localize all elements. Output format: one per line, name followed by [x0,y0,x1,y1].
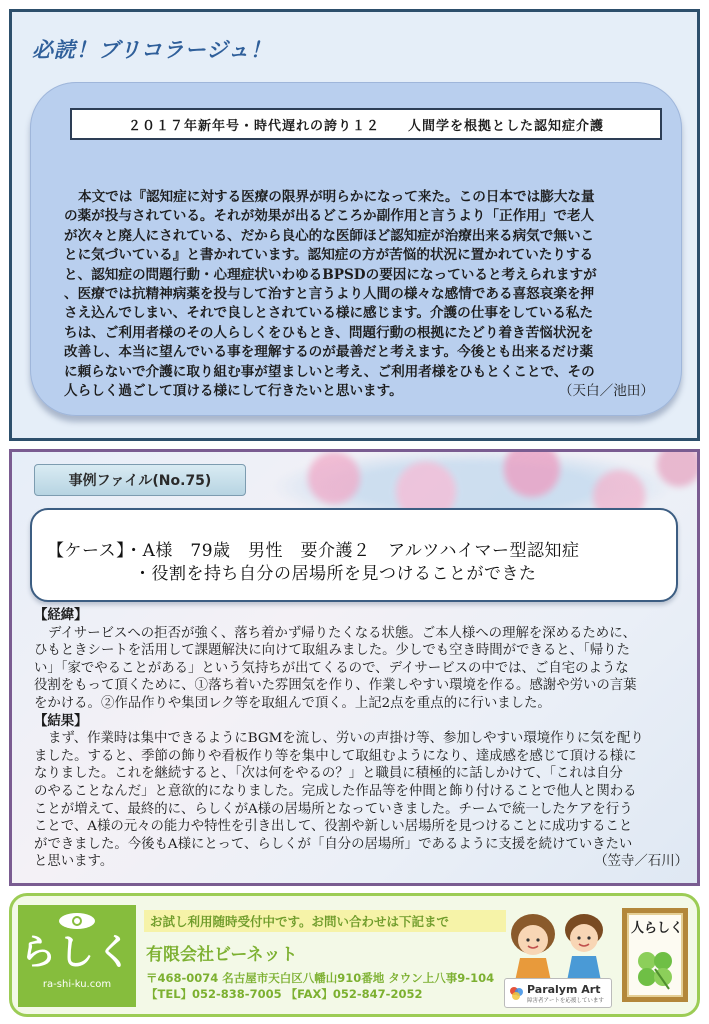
column-line-last [64,382,654,401]
paralym-art-name: Paralym Art [527,982,601,996]
kekka-line: のやることなんだ」と意欲的になりました。完成した作品等を仲間と飾り付けることで他人と関わる [34,783,637,799]
case-summary-line: 【ケース】・A様 79歳 男性 要介護２ アルツハイマー型認知症 [47,541,580,561]
column-line: に頼らないで介護に取り組む事が望ましいと考え、ご利用者様をひもとくことで、その [64,363,595,380]
logo-emblem-icon [59,913,95,929]
keika-line: 役割をもって頂くために、①落ち着いた雰囲気を作り、作業しやすい環境を作る。感謝や労いの言葉 [34,678,637,694]
keika-line: をかける。②作品作りや集団レク等を取組んで頂く。上記2点を重点的に行いました。 [34,695,551,711]
framed-artwork [622,908,688,1002]
case-file-section [9,449,700,886]
kekka-line: と思います。 [34,854,114,870]
column-title: 必読！ブリコラージュ！ [32,38,272,62]
keika-heading: 【経緯】 [34,607,88,623]
paralym-art-badge [504,978,612,1008]
column-line: ちは、ご利用者様のその人らしくをひもとき、問題行動の根拠にたどり着き苦悩状況を [64,324,594,341]
logo-text: らしく [19,932,134,973]
children-illustration-icon [500,904,618,986]
case-file-tab: 事例ファイル(No.75) [34,464,246,496]
case-summary-box [30,508,678,602]
column-section [9,9,700,441]
company-address: 〒468-0074 名古屋市天白区八幡山910番地 タウン上八事9-104 [146,971,495,985]
column-line: と、認知症の問題行動・心理症状いわゆるBPSDの要因になっていると考えられますが [64,266,597,283]
column-line: の薬が投与されている。それが効果が出るどころか副作用と言うより「正作用」で老人 [64,208,595,225]
kekka-line: ができました。今後もA様にとって、らしくが「自分の居場所」であるように支援を続けていきたい [34,836,633,852]
logo-url: ra-shi-ku.com [42,979,112,990]
column-card [30,82,682,416]
column-line: 、医療では抗精神病薬を投与して治すと言うより人間の様々な感情である喜怒哀楽を押 [64,286,595,303]
case-author: （笠寺／石川） [594,854,688,870]
column-author: （天白／池田） [558,383,654,400]
kekka-line: ことが増えて、最終的に、らしくがA様の居場所となっていきました。チームで統一したケアを行う [34,801,633,817]
kekka-line: まず、作業時は集中できるようにBGMを流し、労いの声掛け等、参加しやすい環境作りに気を配り [48,731,644,747]
company-phone: 【TEL】052-838-7005 【FAX】052-847-2052 [146,987,423,1001]
keika-line: ひもときシートを活用して課題解決に向けて取組みました。少しでも空き時間ができると、「帰りた [34,643,630,659]
rashiku-logo [18,905,136,1007]
column-line: が次々と廃人にされている、だから良心的な医師ほど認知症が治療出来る病気で無いこ [64,227,595,244]
clover-icon [633,947,677,991]
column-line: 改善し、本当に望んでいる事を理解するのが最善だと考えます。今後とも出来るだけ薬 [64,344,594,361]
kekka-line: なりました。これを継続すると、「次は何をやるの？」と職員に積極的に話しかけて、「これは自分 [34,766,623,782]
keika-line: い」「家でやることがある」という気持ちが出てくるので、デイサービスの中では、ご自宅のような [34,660,629,676]
kekka-line: ことで、A様の元々の能力や特性を引き出して、役割や新しい居場所を見つけることに成功すること [34,819,633,835]
paralym-art-logo-icon [509,986,524,1001]
paralym-art-tagline: 障害者アートを応援しています [527,997,604,1004]
company-name: 有限会社ビーネット [146,945,298,965]
kekka-line-last [34,853,688,871]
kekka-line: ました。すると、季節の飾りや看板作り等を集中して取組むようになり、達成感を感じて頂ける様に [34,748,637,764]
kekka-heading: 【結果】 [34,712,88,729]
column-line: さえ込んでしまい、それで良しとされている様に感じます。介護の仕事をしている私た [64,305,594,322]
column-body [64,188,654,401]
case-summary-line: ・役割を持ち自分の居場所を見つけることができた [134,564,537,584]
column-line: 人らしく過ごして頂ける様にして行きたいと思います。 [64,383,403,400]
framed-artwork-text: 人らしく [631,921,684,936]
column-line: 本文では『認知症に対する医療の限界が明らかになって来た。この日本では膨大な量 [78,189,595,205]
keika-line: デイサービスへの拒否が強く、落ち着かず帰りたくなる状態。ご本人様への理解を深めるために、 [48,625,636,641]
column-headline: ２０１７年新年号・時代遅れの誇り１２ 人間学を根拠とした認知症介護 [70,108,662,140]
case-body [34,607,688,871]
trial-notice: お試し利用随時受付中です。お問い合わせは下記まで [144,910,506,932]
column-line: とに気づいている』と書かれています。認知症の方が苦悩的状況に置かれていたりする [64,247,594,264]
footer-banner [9,893,700,1017]
